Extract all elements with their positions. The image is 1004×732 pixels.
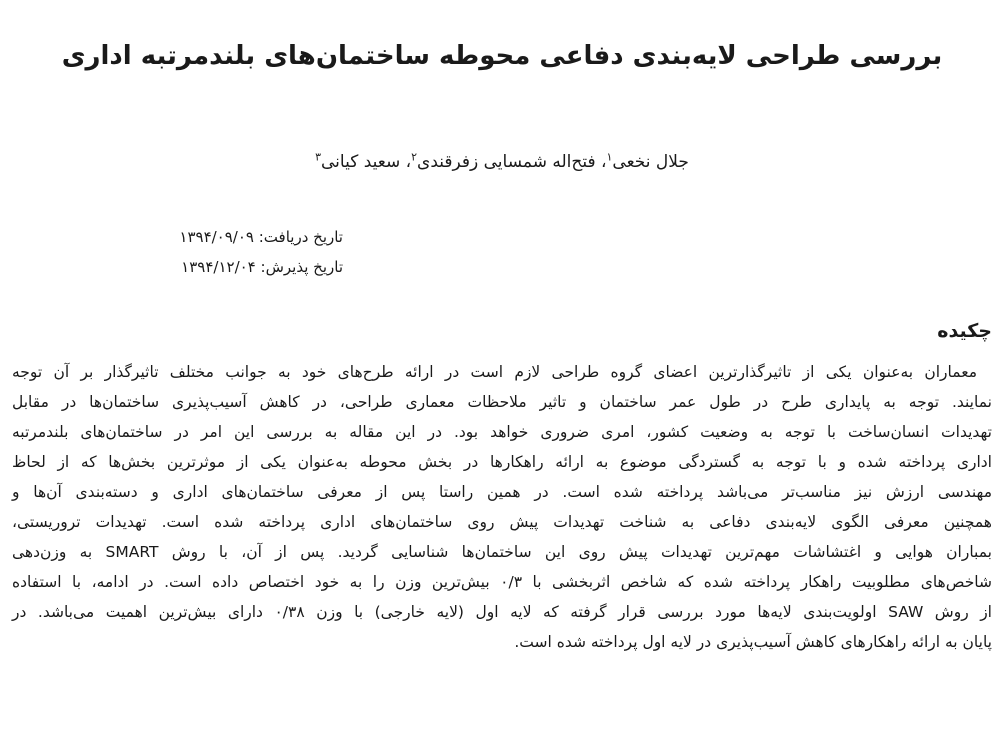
accepted-date-value: ۱۳۹۴/۱۲/۰۴	[181, 258, 256, 276]
received-date-value: ۱۳۹۴/۰۹/۰۹	[179, 228, 254, 246]
abstract-heading: چکیده	[937, 320, 992, 342]
author-superscript: ۱	[606, 150, 613, 164]
abstract-line: مهندسی ارزش نیز مناسب‌تر می‌باشد پرداخته شده است. در همین راستا پس از معرفی ساختمان‌های اداری و دسته‌بندی آن‌ها و	[12, 483, 992, 501]
paper-title: بررسی طراحی لایه‌بندی دفاعی محوطه ساختمان‌های بلندمرتبه اداری	[61, 41, 943, 71]
author-separator: ،	[400, 152, 412, 172]
abstract-line: همچنین معرفی الگوی لایه‌بندی دفاعی به شناخت تهدیدات پیش روی ساختمان‌های اداری پرداخته شده است. تهدیدات تروریستی،	[12, 513, 992, 531]
author-name: فتح‌اله شمسایی زفرقندی	[417, 152, 596, 172]
author-name: جلال نخعی	[612, 152, 689, 172]
dates-block	[179, 222, 343, 282]
abstract-line: از روش SAW اولویت‌بندی لایه‌ها مورد بررسی قرار گرفته که لایه اول (لایه خارجی) با وزن ۰/۳۸ دارای بیش‌ترین اهمیت می‌باشد. در	[12, 603, 992, 621]
page-container	[0, 34, 1004, 657]
abstract-line: پایان به ارائه راهکارهای کاهش آسیب‌پذیری در لایه اول پرداخته شده است.	[514, 633, 992, 651]
abstract-line: اداری پرداخته شده و با توجه به گستردگی موضوع به ارائه راهکارها در بخش محوطه به‌عنوان یکی از موثرترین بخش‌ها که از لحاظ	[12, 453, 992, 471]
received-date-label: تاریخ دریافت:	[258, 228, 343, 246]
abstract-paragraph	[12, 357, 992, 657]
abstract-line: شاخص‌های مطلوبیت راهکار پرداخته شده که شاخص اثربخشی با ۰/۳ بیش‌ترین وزن را به خود اختصاص داده است. در ادامه، با استفاده	[12, 573, 992, 591]
accepted-date-row	[179, 252, 343, 282]
author-superscript: ۳	[315, 150, 321, 164]
received-date-row	[179, 222, 343, 252]
accepted-date-label: تاریخ پذیرش:	[260, 258, 343, 276]
abstract-line: تهدیدات انسان‌ساخت با توجه به وضعیت کشور، امری ضروری خواهد بود. در این مقاله به بررسی این امر در ساختمان‌های بلندمرتبه	[12, 423, 992, 441]
author-name: سعید کیانی	[321, 152, 401, 172]
abstract-line: نمایند. توجه به پایداری طرح در طول عمر ساختمان و تاثیر ملاحظات معماری طراحی، در کاهش آسیب‌پذیری ساختمان‌ها در مقابل	[12, 393, 992, 411]
author-separator: ،	[595, 152, 607, 172]
paper-page	[0, 34, 1004, 732]
author-superscript: ۲	[411, 150, 418, 164]
abstract-line: معماران به‌عنوان یکی از تاثیرگذارترین اعضای گروه طراحی لازم است در ارائه طرح‌های خود به جوانب مختلف تاثیرگذار بر آن توجه	[12, 363, 977, 381]
authors-line	[12, 148, 992, 176]
abstract-line: بمباران هوایی و اغتشاشات مهم‌ترین تهدیدات پیش روی این ساختمان‌ها شناسایی گردید. پس از آن، با روش SMART به وزن‌دهی	[12, 543, 992, 561]
